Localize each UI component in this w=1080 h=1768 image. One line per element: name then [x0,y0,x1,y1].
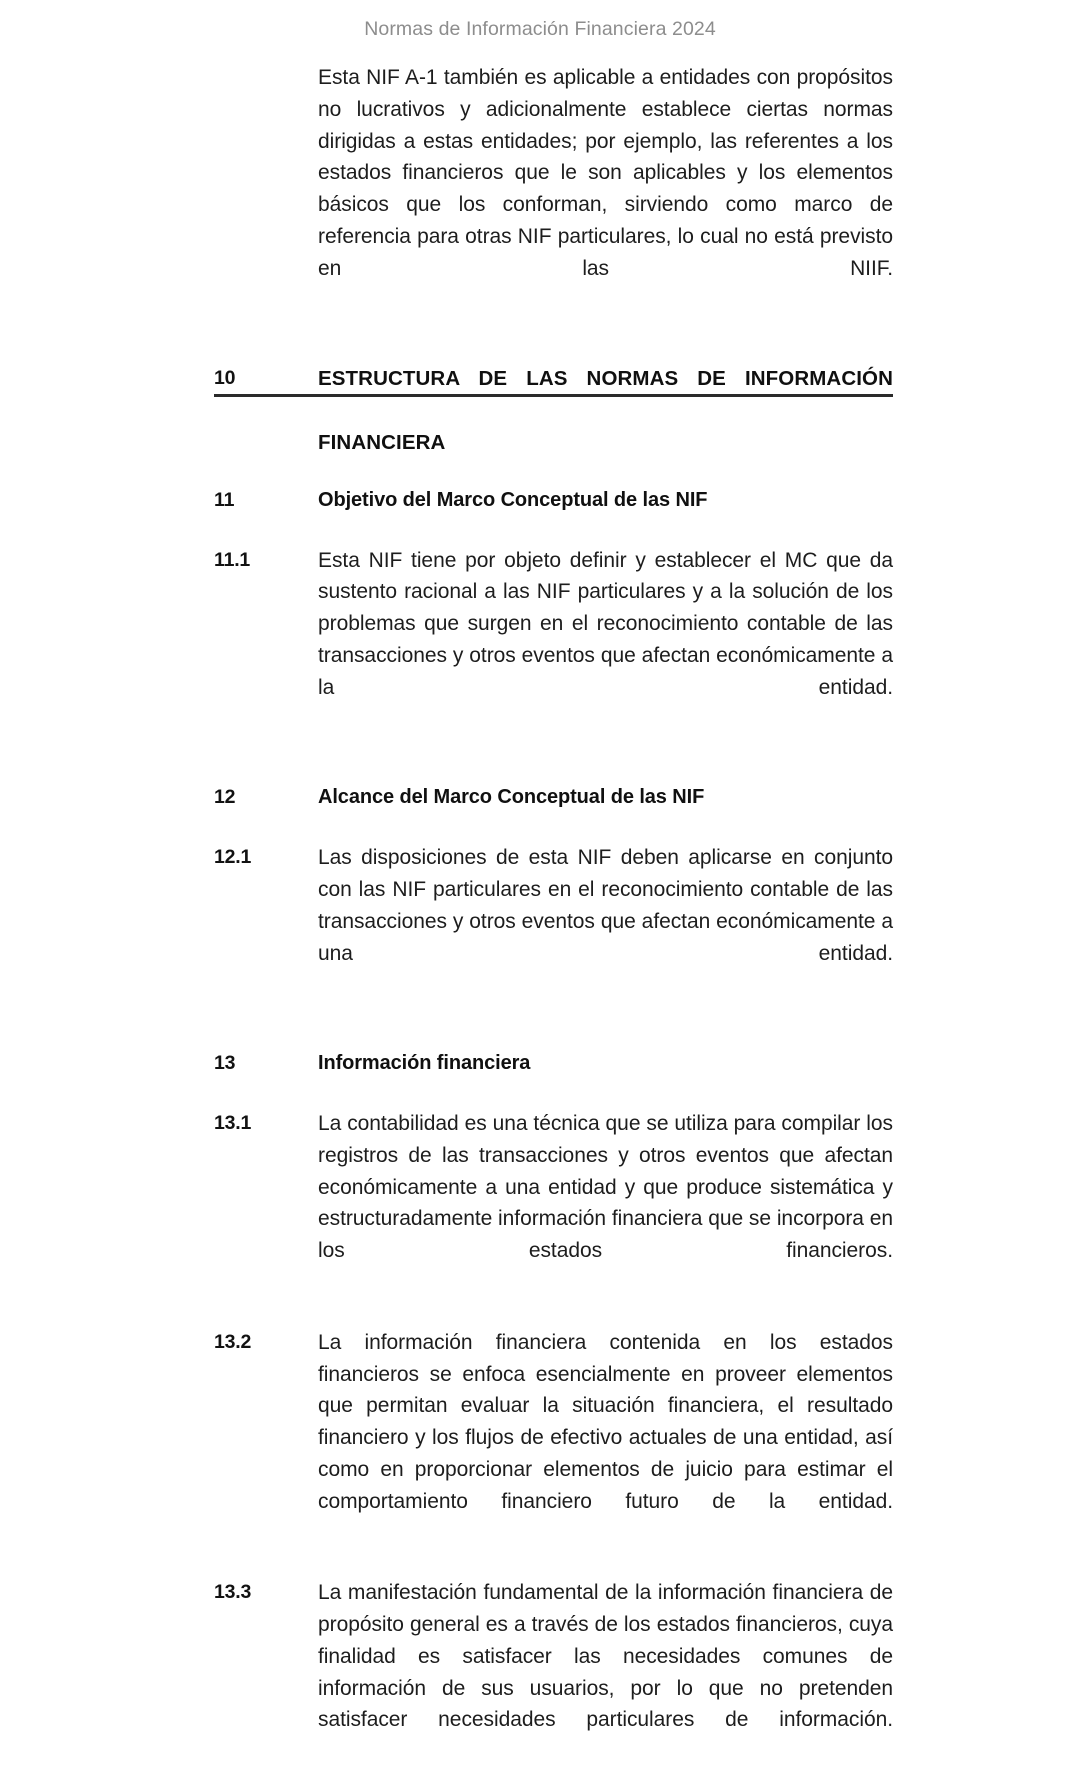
clause-text-column [318,62,893,316]
clause-text-column [318,1577,893,1768]
heading-underline-rule [214,394,893,396]
main-heading-line-1: ESTRUCTURA DE LAS NORMAS DE INFORMACIÓN [318,367,893,391]
main-heading-text [318,363,893,458]
main-heading-line-2: FINANCIERA [318,430,446,454]
clause-number: 13 [214,1052,236,1075]
clause-number: 12 [214,786,236,809]
clause-number: 12.1 [214,846,252,869]
sub-heading-text: Objetivo del Marco Conceptual de las NIF [318,488,708,511]
spacer [214,1001,894,1048]
spacer [214,735,894,782]
sub-heading-text: Información financiera [318,1052,531,1075]
sub-heading-block [214,485,894,517]
clause-number: 13.2 [214,1330,252,1353]
paragraph-text: Las disposiciones de esta NIF deben aplicarse en conjunto con las NIF particulares en el reconocimiento contable de las transacciones y otros eventos que afectan económicamente a una entidad. [318,846,893,965]
spacer [214,1549,894,1577]
clause-number: 11 [214,488,235,511]
paragraph-text: La contabilidad es una técnica que se utiliza para compilar los registros de las transacciones y otros eventos que afectan económicamente a una entidad y que produce sistemática y estructuradamente información financiera que se incorpora en los estados financieros. [318,1111,893,1263]
clause-text-column [318,1048,893,1080]
spacer [214,1080,894,1108]
spacer [214,1299,894,1327]
paragraph-text: Esta NIF tiene por objeto definir y establecer el MC que da sustento racional a las NIF particulares y a la solución de los problemas que surgen en el reconocimiento contable de las transacciones y otros eventos que afectan económicamente a la entidad. [318,548,893,699]
clause-number: 11.1 [214,548,251,571]
paragraph-block [214,545,894,736]
sub-heading-block [214,1048,894,1080]
clause-text-column [318,1108,893,1299]
clause-text-column [318,485,893,517]
running-header: Normas de Información Financiera 2024 [364,18,716,40]
paragraph-block [214,1327,894,1550]
document-body [214,62,894,1768]
clause-number: 10 [214,367,236,390]
paragraph-text: La manifestación fundamental de la información financiera de propósito general es a través de los estados financieros, cuya finalidad es satisfacer las necesidades comunes de información de sus usuarios, por lo que no pretenden satisfacer necesidades particulares de información. [318,1581,893,1732]
paragraph-block [214,1577,894,1768]
clause-text-column [318,545,893,736]
sub-heading-block [214,782,894,814]
paragraph-block [214,842,894,1001]
spacer [214,517,894,545]
clause-number: 13.3 [214,1581,252,1604]
clause-text-column [318,782,893,814]
clause-text-column [318,842,893,1001]
clause-number: 13.1 [214,1111,252,1134]
clause-text-column [318,363,893,458]
sub-heading-text: Alcance del Marco Conceptual de las NIF [318,786,705,809]
paragraph-block [214,62,894,316]
paragraph-text: La información financiera contenida en los estados financieros se enfoca esencialmente en proveer elementos que permitan evaluar la situación financiera, el resultado financiero y los flujos de efectivo actuales de una entidad, así como en proporcionar elementos de juicio para estimar el comportamiento financiero futuro de la entidad. [318,1330,893,1513]
main-heading-block [214,363,894,458]
spacer [214,814,894,842]
spacer [214,459,894,485]
spacer [214,316,894,363]
paragraph-text: Esta NIF A-1 también es aplicable a entidades con propósitos no lucrativos y adicionalmente establece ciertas normas dirigidas a estas entidades; por ejemplo, las referentes a los estados financieros que le son aplicables y los elementos básicos que los conforman, sirviendo como marco de referencia para otras NIF particulares, lo cual no está previsto en las NIIF. [318,66,893,280]
clause-text-column [318,1327,893,1550]
paragraph-block [214,1108,894,1299]
